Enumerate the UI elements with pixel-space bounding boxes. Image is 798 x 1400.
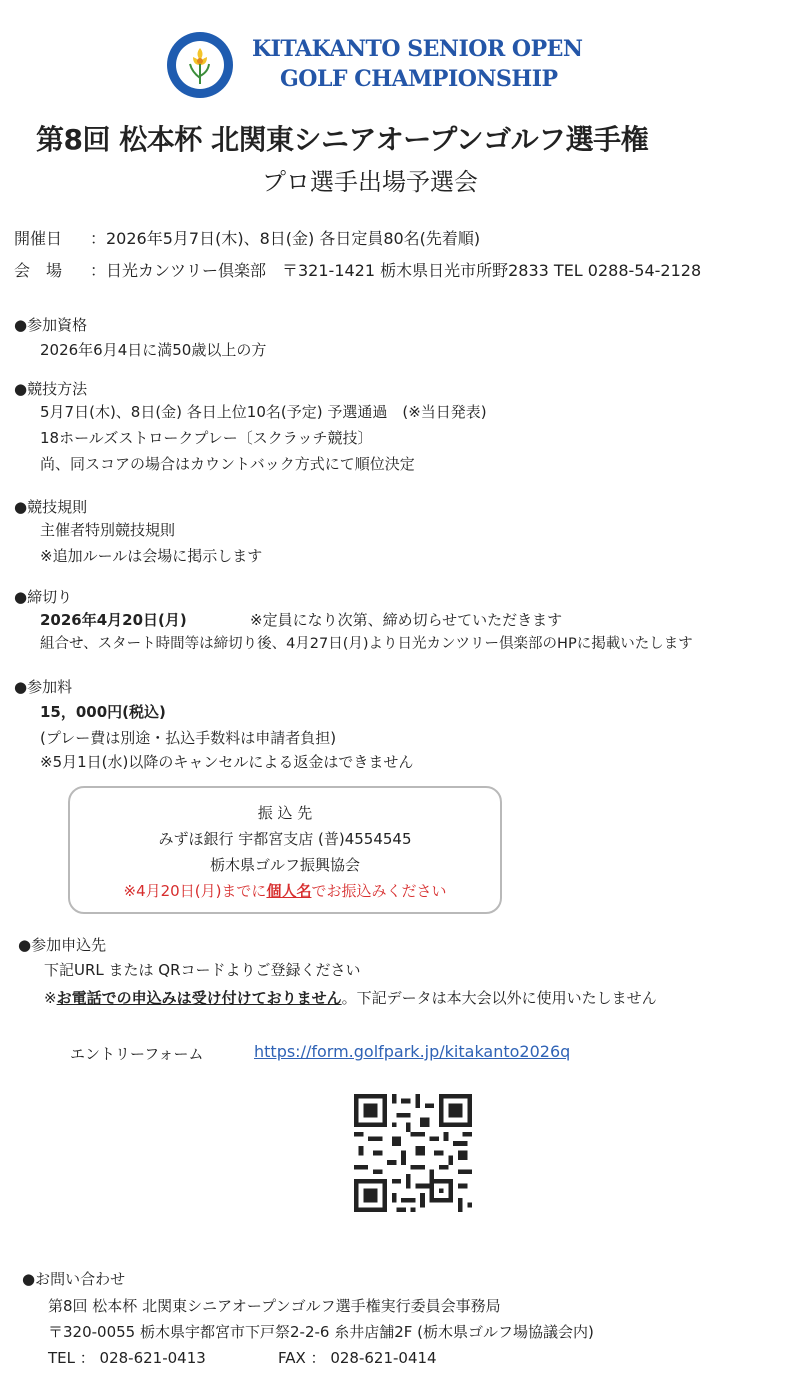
format-line: 5月7日(木)、8日(金) 各日上位10名(予定) 予選通過 (※当日発表) xyxy=(40,403,487,421)
eligibility-text: 2026年6月4日に満50歳以上の方 xyxy=(40,341,267,359)
contact-fax: FAX ： 028-621-0414 xyxy=(278,1349,437,1367)
fee-heading: ●参加料 xyxy=(14,678,73,696)
brand-name-line1: KITAKANTO SENIOR OPEN xyxy=(252,36,583,62)
bank-holder: 栃木県ゴルフ振興協会 xyxy=(209,856,360,874)
apply-line: 下記URL または QRコードよりご登録ください xyxy=(44,961,361,979)
contact-address: 〒320-0055 栃木県宇都宮市下戸祭2-2-6 糸井店舗2F (栃木県ゴルフ場協議会内) xyxy=(48,1323,594,1341)
apply-warning: ※お電話での申込みは受け付けておりません。下記データは本大会以外に使用いたしません xyxy=(44,989,657,1007)
bank-title: 振 込 先 xyxy=(257,804,313,822)
rules-heading: ●競技規則 xyxy=(14,498,88,516)
contact-tel: TEL ： 028-621-0413 xyxy=(48,1349,206,1367)
page-subtitle: プロ選手出場予選会 xyxy=(262,168,478,196)
venue-label: 会 場 xyxy=(14,261,63,280)
contact-heading: ●お問い合わせ xyxy=(22,1270,126,1288)
qr-code-image[interactable] xyxy=(354,1094,472,1212)
rules-line: 主催者特別競技規則 xyxy=(40,521,176,539)
eligibility-heading: ●参加資格 xyxy=(14,316,88,334)
deadline-date: 2026年4月20日(月) xyxy=(40,611,187,629)
bank-note: ※4月20日(月)までに個人名でお振込みください xyxy=(123,882,447,900)
contact-org: 第8回 松本杯 北関東シニアオープンゴルフ選手権実行委員会事務局 xyxy=(48,1297,501,1315)
apply-heading: ●参加申込先 xyxy=(18,936,107,954)
format-line: 尚、同スコアの場合はカウントバック方式にて順位決定 xyxy=(40,455,415,473)
bank-transfer-box xyxy=(68,786,502,914)
date-label: 開催日 xyxy=(14,229,63,248)
championship-logo xyxy=(165,30,235,100)
deadline-note: ※定員になり次第、締め切らせていただきます xyxy=(250,611,563,629)
page-title: 第8回 松本杯 北関東シニアオープンゴルフ選手権 xyxy=(36,123,649,156)
bank-account: みずほ銀行 宇都宮支店 (普)4554545 xyxy=(158,830,412,848)
deadline-heading: ●締切り xyxy=(14,588,73,606)
entry-form-label: エントリーフォーム xyxy=(70,1045,204,1063)
format-line: 18ホールズストロークプレー〔スクラッチ競技〕 xyxy=(40,429,373,447)
brand-name-line2: GOLF CHAMPIONSHIP xyxy=(280,66,558,92)
fee-line: ※5月1日(水)以降のキャンセルによる返金はできません xyxy=(40,753,414,771)
fee-line: (プレー費は別途・払込手数料は申請者負担) xyxy=(40,729,337,747)
rules-line: ※追加ルールは会場に掲示します xyxy=(40,547,263,565)
entry-form-link[interactable]: https://form.golfpark.jp/kitakanto2026q xyxy=(254,1042,571,1061)
deadline-schedule-note: 組合せ、スタート時間等は締切り後、4月27日(月)より日光カンツリー倶楽部のHPに掲載いたします xyxy=(40,636,693,652)
fee-amount: 15，000円(税込) xyxy=(40,703,166,721)
date-value: ：2026年5月7日(木)、8日(金) 各日定員80名(先着順) xyxy=(90,229,481,248)
format-heading: ●競技方法 xyxy=(14,380,88,398)
venue-value: ：日光カンツリー倶楽部 〒321-1421 栃木県日光市所野2833 TEL 0288-54-2128 xyxy=(90,261,702,280)
